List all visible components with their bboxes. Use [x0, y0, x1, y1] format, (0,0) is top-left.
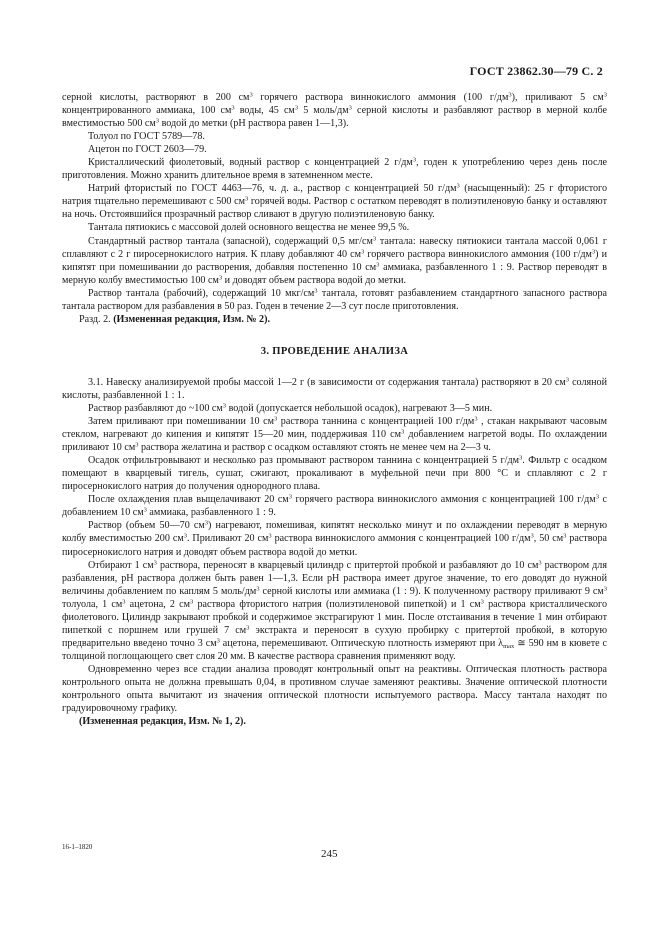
amendment-note: (Измененная редакция, Изм. № 1, 2).	[79, 716, 246, 728]
amendment-note: Разд. 2. (Измененная редакция, Изм. № 2).	[79, 313, 270, 325]
paragraph: Отбирают 1 $см^3$ раствора, переносят в кварцевый цилиндр с притертой пробкой и разбавляют до 10 $см^3$ раствором для разбавления, pH раствора должен быть равен 1—1,3. Если pH раствора имеет другое значение, то его доводят до нужной величины добавлением по каплям 5 моль/$дм^3$ серной кислоты или аммиака (1 : 9). К полученному раствору приливают 9 $см^3$ толуола, 1 $см^3$ ацетона, 2 $см^3$ раствора фтористого натрия (полиэтиленовой пипеткой) и 1 $см^3$ раствора кристаллического фиолетового. Цилиндр закрывают пробкой и содержимое экстрагируют 1 мин. После отстаивания в течение 1 мин отбирают пипеткой с поршнем или грушей 7 $см^3$ экстракта и переносят в сухую пробирку с притертой пробкой, в которую предварительно введено точно 3 $см^3$ ацетона, перемешивают. Оптическую плотность измеряют при $\lambda_{max}$ ≅ 590 нм в кювете с толщиной поглощающего свет слоя 20 мм. В качестве раствора сравнения применяют воду.	[62, 559, 608, 662]
paragraph: серной кислоты, растворяют в 200 $см^3$ горячего раствора виннокислого аммония (100 $г/дм^3$), приливают 5 $см^3$ концентрированного аммиака, 100 $см^3$ воды, 45 $см^3$ 5 моль/$дм^3$ серной кислоты и разбавляют раствор в мерной колбе вместимостью 500 $см^3$ водой до метки (pH раствора равен 1—1,3).	[62, 91, 608, 130]
paragraph: Раствор разбавляют до ~100 $см^3$ водой (допускается небольшой осадок), нагревают 3—5 мин.	[88, 402, 493, 414]
paragraph: Стандартный раствор тантала (запасной), содержащий 0,5 $мг/см^3$ тантала: навеску пятиокиси тантала массой 0,061 г сплавляют с 2 г пиросернокислого натрия. К плаву добавляют 40 $см^3$ горячего раствора виннокислого аммония (100 $г/дм^3$) и кипятят при помешивании до растворения, добавляя постепенно 10 $см^3$ аммиака, разбавленного 1 : 9. Раствор переводят в мерную колбу вместимостью 100 $см^3$ и доводят объем раствора водой до метки.	[62, 235, 607, 286]
paragraph: Затем приливают при помешивании 10 $см^3$ раствора таннина с концентрацией 100 $г/дм^3$ , стакан накрывают часовым стеклом, нагревают до кипения и кипятят 15—20 мин, поддерживая 110 $см^3$ добавлением нагретой воды. По охлаждении приливают 10 $см^3$ раствора желатина и раствор с осадком оставляют стоять не менее чем на 2—3 ч.	[62, 415, 607, 454]
paragraph: После охлаждения плав выщелачивают 20 $см^3$ горячего раствора виннокислого аммония с концентрацией 100 $г/дм^3$ с добавлением 10 $см^3$ аммиака, разбавленного 1 : 9.	[62, 493, 607, 519]
paragraph: Тантала пятиокись с массовой долей основного вещества не менее 99,5 %.	[88, 222, 410, 234]
paragraph: 3.1. Навеску анализируемой пробы массой 1—2 г (в зависимости от содержания тантала) растворяют в 20 $см^3$ соляной кислоты, разбавленной 1 : 1.	[62, 376, 607, 401]
body-text	[62, 91, 607, 728]
paragraph: Ацетон по ГОСТ 2603—79.	[88, 144, 207, 156]
paragraph: Кристаллический фиолетовый, водный раствор с концентрацией 2 $г/дм^3$, годен к употреблению через день после приготовления. Можно хранить длительное время в затемненном месте.	[62, 156, 607, 182]
paragraph: Одновременно через все стадии анализа проводят контрольный опыт на реактивы. Оптическая плотность раствора контрольного опыта не должна превышать 0,04, в противном случае заменяют реактивы. Значение оптической плотности контрольного опыта вычитают из значения оптической плотности испытуемого раствора. Массу тантала находят по градуировочному графику.	[62, 663, 607, 715]
paragraph: Раствор (объем 50—70 $см^3$) нагревают, помешивая, кипятят несколько минут и по охлаждении переводят в мерную колбу вместимостью 200 $см^3$. Приливают 20 $см^3$ раствора виннокислого аммония с концентрацией 100 $г/дм^3$, 50 $см^3$ раствора пиросернокислого натрия и доводят объем раствора водой до метки.	[62, 519, 607, 558]
page-number: 245	[321, 848, 338, 860]
page-header: ГОСТ 23862.30—79 С. 2	[469, 64, 603, 78]
paragraph: Раствор тантала (рабочий), содержащий 10 мкг/$см^3$ тантала, готовят разбавлением стандартного запасного раствора тантала раствором для разбавления в 50 раз. Годен в течение 2—3 сут после приготовления.	[62, 287, 607, 312]
paragraph: Натрий фтористый по ГОСТ 4463—76, ч. д. а., раствор с концентрацией 50 $г/дм^3$ (насыщенный): 25 г фтористого натрия тщательно перемешивают с 500 $см^3$ горячей воды. Раствор с остатком переводят в полиэтиленовую банку и оставляют на ночь. Отстоявшийся прозрачный раствор сливают в другую полиэтиленовую банку.	[62, 182, 607, 221]
section-title: 3. ПРОВЕДЕНИЕ АНАЛИЗА	[260, 345, 409, 357]
paragraph: Осадок отфильтровывают и несколько раз промывают раствором таннина с концентрацией 5 $г/дм^3$. Фильтр с осадком помещают в кварцевый тигель, сушат, сжигают, прокаливают в муфельной печи при 800 °С и сплавляют с 2 г пиросернокислого натрия до получения однородного плава.	[62, 454, 607, 493]
print-code: 16-1–1820	[62, 843, 93, 851]
paragraph: Толуол по ГОСТ 5789—78.	[88, 131, 205, 143]
